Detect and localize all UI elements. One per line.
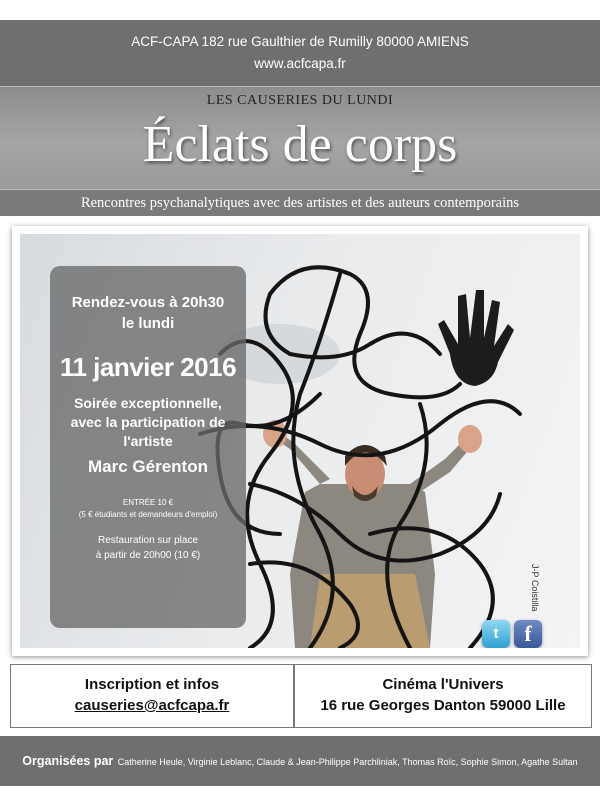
header-website[interactable]: www.acfcapa.fr [254, 56, 346, 71]
inscription-box [10, 664, 294, 728]
venue-box [294, 664, 592, 728]
rendezvous-line: Rendez-vous à 20h30 [71, 294, 225, 311]
entry-price [50, 497, 246, 521]
event-date: 11 janvier 2016 [59, 352, 237, 382]
facebook-icon[interactable]: f [514, 620, 542, 648]
catering-info [50, 533, 246, 563]
subtitle-band [0, 190, 600, 216]
soiree-line-3: l'artiste [123, 433, 173, 449]
organizers-label: Organisées par [22, 754, 114, 768]
rendezvous-day: le lundi [121, 315, 175, 332]
photo-frame [12, 226, 588, 656]
header-band [0, 20, 600, 86]
series-title: LES CAUSERIES DU LUNDI [206, 93, 394, 108]
photo-credit: J-P Coistilla [530, 564, 540, 612]
main-title: Éclats de corps [142, 116, 458, 173]
soiree-text [50, 394, 246, 451]
entry-price-line-1: ENTRÉE 10 € [122, 498, 174, 507]
footer-band [0, 736, 600, 786]
person-right-hand [458, 425, 482, 453]
subtitle: Rencontres psychanalytiques avec des artistes et des auteurs contemporains [80, 195, 520, 211]
inscription-heading: Inscription et infos [84, 676, 220, 693]
entry-price-line-2: (5 € étudiants et demandeurs d'emploi) [78, 510, 218, 519]
catering-line-1: Restauration sur place [97, 535, 199, 546]
twitter-icon[interactable]: t [482, 620, 510, 648]
catering-line-2: à partir de 20h00 (10 €) [95, 550, 201, 561]
rendezvous-text [50, 292, 246, 334]
contact-email-link[interactable]: causeries@acfcapa.fr [74, 697, 230, 714]
title-band [0, 86, 600, 190]
organizers-names: Catherine Heule, Virginie Leblanc, Claude & Jean-Philippe Parchliniak, Thomas Roïc, Sophie Simon, Agathe Sultan [117, 757, 578, 767]
artist-name: Marc Gérenton [88, 457, 208, 476]
venue-name: Cinéma l'Univers [382, 676, 504, 693]
soiree-line-1: Soirée exceptionnelle, [74, 395, 222, 411]
hand-sculpture [438, 290, 514, 386]
header-address: ACF-CAPA 182 rue Gaulthier de Rumilly 80000 AMIENS [131, 34, 469, 49]
venue-address: 16 rue Georges Danton 59000 Lille [320, 697, 566, 714]
artist-photo [20, 234, 580, 648]
event-info-panel [50, 266, 246, 628]
soiree-line-2: avec la participation de [70, 414, 226, 430]
